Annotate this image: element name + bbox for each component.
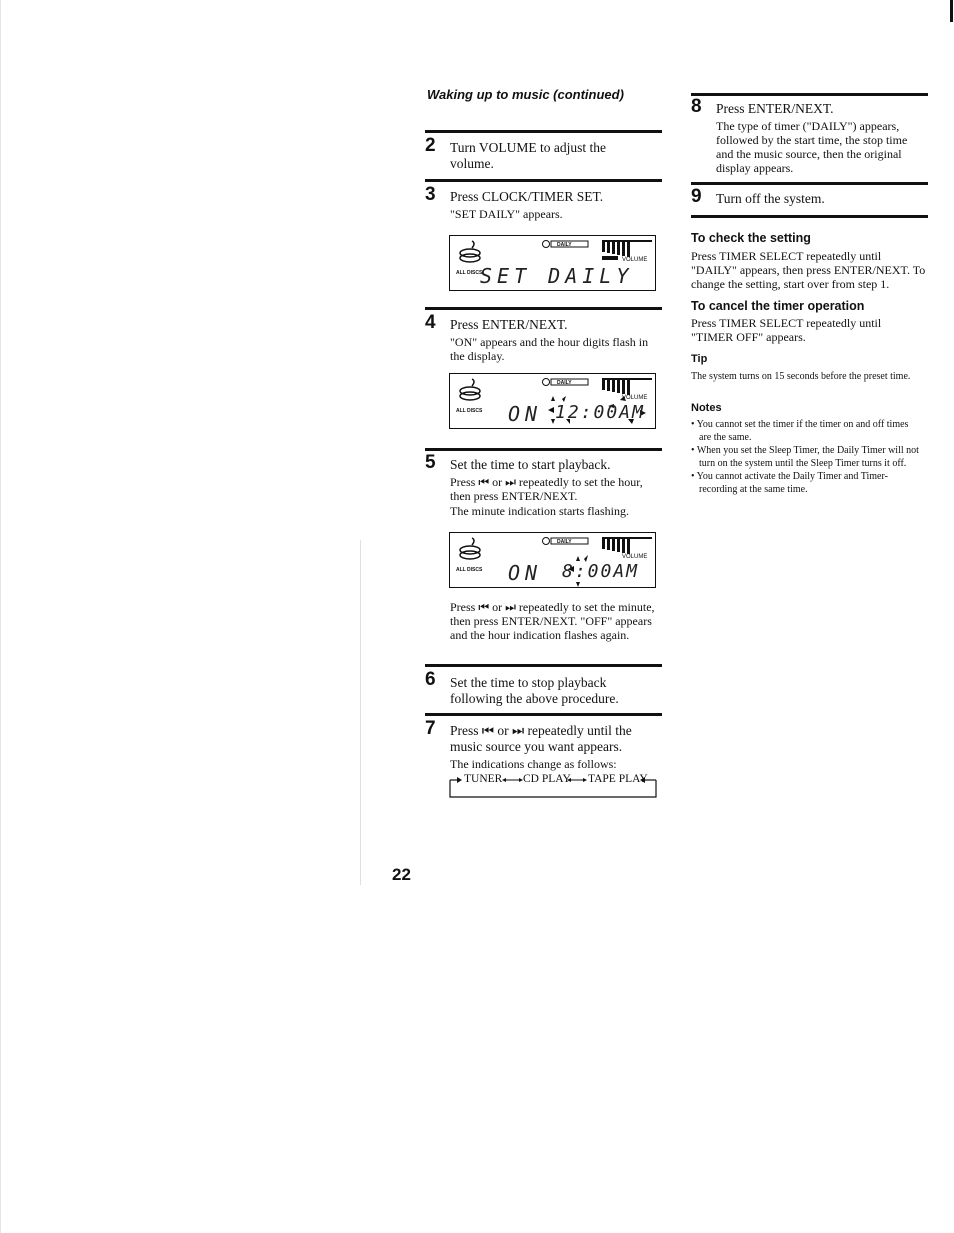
step-text: Turn off the system. [716,191,825,206]
tip-body: The system turns on 15 seconds before the preset time. [691,371,911,382]
check-body: Press TIMER SELECT repeatedly until "DAILY" appears, then press ENTER/NEXT. To change the setting, start over from step 1. [691,249,926,291]
flow-item-tape-play: TAPE PLAY [588,773,648,785]
step-number: 2 [425,135,436,156]
volume-bars-icon [602,537,652,554]
scan-fold-line [360,540,361,885]
step-rule [425,713,662,716]
step-number: 6 [425,669,436,690]
check-title: To check the setting [691,231,811,245]
step-rule [691,182,928,185]
step-number: 3 [425,184,436,205]
note-item: • You cannot set the timer if the timer on and off times are the same. [691,419,909,443]
step-number: 7 [425,718,436,739]
note-item: • You cannot activate the Daily Timer and Timer-recording at the same time. [691,471,888,495]
volume-label: VOLUME [622,554,648,560]
step-followup: Press ⏮ or ⏭ repeatedly to set the minute, then press ENTER/NEXT. "OFF" appears and the hour indication flashes again. [450,600,655,642]
lcd-readout-right: 12:00AM [555,402,645,423]
volume-label: VOLUME [622,395,648,401]
step-number: 9 [691,186,702,207]
daily-label: DAILY [557,539,572,545]
step-subtext: "SET DAILY" appears. [450,207,563,221]
step-subtext: Press ⏮ or ⏭ repeatedly to set the hour, then press ENTER/NEXT. [450,475,643,503]
step-rule [425,130,662,133]
cd-disc-icon [460,241,480,262]
step-text: Set the time to stop playback following the above procedure. [450,675,619,706]
lcd-readout-left: ON [508,402,543,426]
step-text: Press ENTER/NEXT. [716,101,834,116]
tip-title: Tip [691,353,708,365]
lcd-display [449,235,656,291]
volume-bars-icon [602,240,652,257]
lcd-readout-right: 8:00AM [562,561,640,582]
step-rule [691,93,928,96]
volume-label: VOLUME [622,257,648,263]
notes-title: Notes [691,402,722,414]
cd-disc-icon [460,379,480,400]
page-edge-mark [950,0,953,22]
cancel-title: To cancel the timer operation [691,299,865,313]
all-discs-label: ALL DISCS [456,567,483,573]
lcd-readout: SET DAILY [480,264,634,288]
step-rule [425,448,662,451]
step-text: Set the time to start playback. [450,457,611,472]
all-discs-label: ALL DISCS [456,408,483,414]
flow-item-tuner: TUNER [464,773,503,785]
step-text: Turn VOLUME to adjust the volume. [450,140,607,171]
section-header: Waking up to music (continued) [427,87,624,102]
step-rule [425,307,662,310]
step-rule [425,179,662,182]
cancel-body: Press TIMER SELECT repeatedly until "TIMER OFF" appears. [691,316,882,344]
lcd-display [449,532,656,588]
step-rule [691,215,928,218]
source-cycle-diagram [449,772,659,799]
step-text: Press ENTER/NEXT. [450,317,568,332]
page-number: 22 [392,865,411,884]
daily-label: DAILY [557,242,572,248]
lcd-readout-left: ON [508,561,543,585]
cd-disc-icon [460,538,480,559]
flow-item-cd-play: CD PLAY [523,773,571,785]
step-text: Press ⏮ or ⏭ repeatedly until the music source you want appears. [450,723,632,754]
note-item: • When you set the Sleep Timer, the Daily Timer will not turn on the system until the Sleep Timer turns it off. [691,445,919,469]
step-subtext: The minute indication starts flashing. [450,504,629,518]
step-number: 8 [691,96,702,117]
step-subtext: The type of timer ("DAILY") appears, followed by the start time, the stop time and the music source, then the original display appears. [716,119,908,175]
notes-list [691,419,919,497]
step-number: 5 [425,452,436,473]
daily-label: DAILY [557,380,572,386]
step-subtext: "ON" appears and the hour digits flash in the display. [450,335,649,363]
step-subtext: The indications change as follows: [450,757,617,771]
lcd-display [449,373,656,429]
all-discs-label: ALL DISCS [456,270,483,276]
step-text: Press CLOCK/TIMER SET. [450,189,604,204]
scan-edge [0,0,1,1233]
volume-bars-icon [602,378,652,395]
step-rule [425,664,662,667]
step-number: 4 [425,312,436,333]
